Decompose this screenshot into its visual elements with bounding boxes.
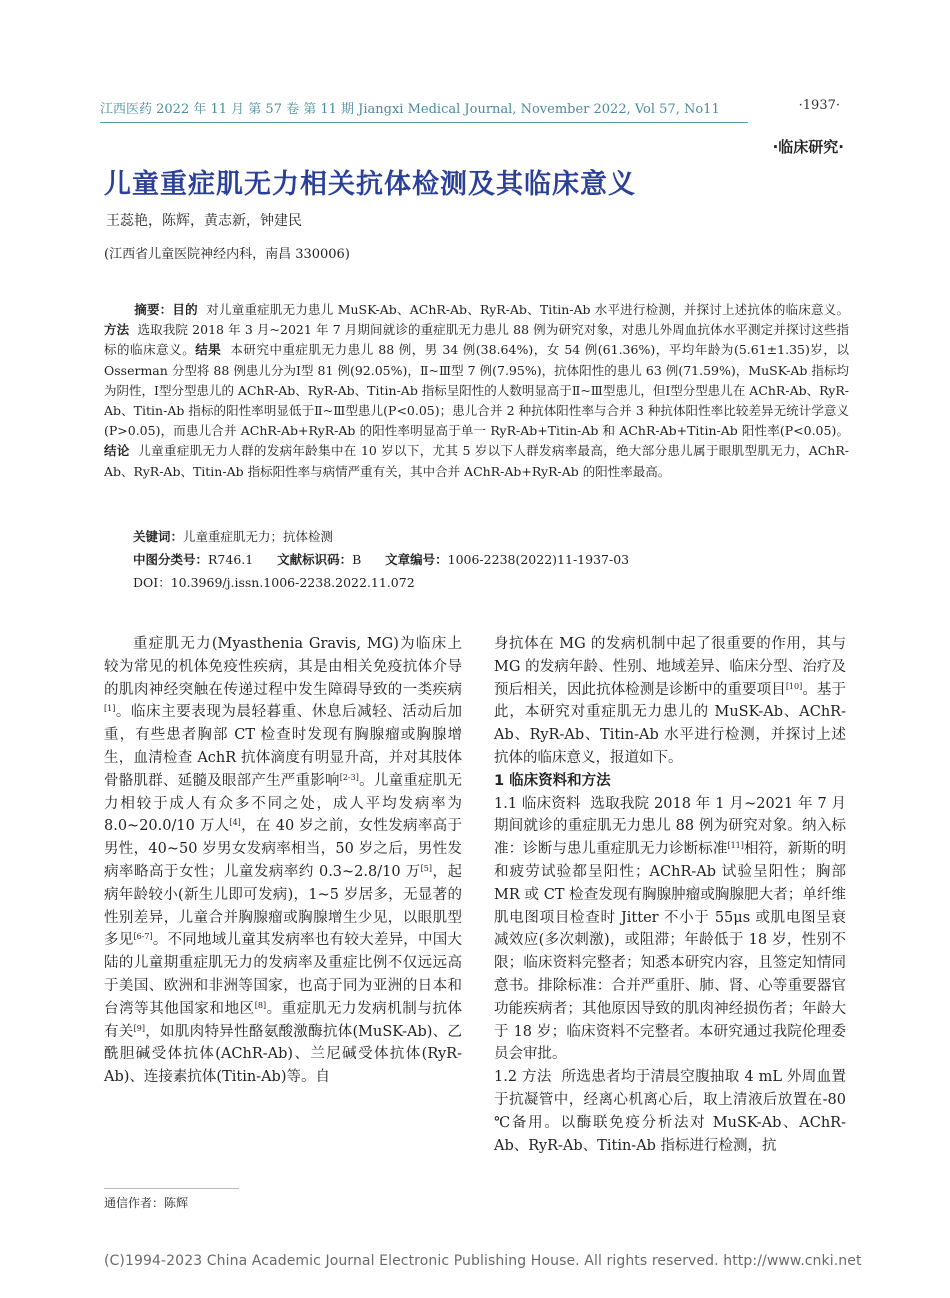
keywords-value: 儿童重症肌无力；抗体检测	[183, 529, 334, 544]
section-1-2-text: 所选患者均于清晨空腹抽取 4 mL 外周血置于抗凝管中，经离心机离心后，取上清液后放置在-80 ℃备用。以酶联免疫分析法对 MuSK-Ab、AChR-Ab、RyR-Ab、Titin-Ab 指标进行检测，抗	[494, 1069, 846, 1154]
intro-text-5: ，起病年龄较小(新生儿即可发病)，1~5 岁居多，无显著的性别差异，儿童合并胸腺瘤或胸腺增生少见，以眼肌型多见	[104, 863, 462, 949]
intro-paragraph	[104, 633, 462, 1089]
citation: [9]	[133, 1023, 145, 1033]
methods-heading: 方法	[104, 322, 130, 338]
section-1-1	[494, 793, 846, 1067]
intro-cont-text-2: 。基于此，本研究对重症肌无力患儿的 MuSK-Ab、AChR-Ab、RyR-Ab、Titin-Ab 水平进行检测，并探讨上述抗体的临床意义，报道如下。	[494, 681, 847, 766]
section-1-2	[494, 1066, 846, 1157]
intro-text-4: ，在 40 岁之前，女性发病率高于男性，40~50 岁男女发病率相当，50 岁之后，男性发病率略高于女性；儿童发病率约 0.3~2.8/10 万	[104, 818, 462, 880]
body-column-right	[494, 633, 846, 1157]
section-1-1-heading: 1.1 临床资料	[494, 795, 581, 812]
classification-line	[133, 550, 629, 568]
article-authors: 王蕊艳，陈辉，黄志新，钟建民	[106, 213, 302, 229]
section-1-1-text-2: 相符，新斯的明和疲劳试验都呈阳性；AChR-Ab 试验呈阳性；胸部 MR 或 CT 检查发现有胸腺肿瘤或胸腺肥大者；单纤维肌电图项目检查时 Jitter 不小于 55μs 或肌电图呈衰减效应(多次刺激)，或阻滞；年龄低于 18 岁，性别不限；临床资料完整者；知悉本研究内容，且签定知情同意书。排除标准：合并严重肝、肺、肾、心等重要器官功能疾病者；其他原因导致的肌肉神经损伤者；年龄大于 18 岁；临床资料不完整者。本研究通过我院伦理委员会审批。	[494, 841, 847, 1063]
intro-text-6: 。不同地域儿童其发病率也有较大差异，中国大陆的儿童期重症肌无力的发病率及重症比例不仅远远高于美国、欧洲和非洲等国家，也高于同为亚洲的日本和台湾等其他国家和地区	[104, 932, 462, 1017]
running-header	[100, 98, 840, 120]
article-no-label: 文章编号：	[385, 552, 448, 567]
article-no-value: 1006-2238(2022)11-1937-03	[447, 552, 630, 567]
citation: [5]	[420, 863, 433, 873]
clc-label: 中图分类号：	[133, 552, 209, 567]
intro-cont-text-1: 身抗体在 MG 的发病机制中起了很重要的作用，其与 MG 的发病年龄、性别、地域差异、临床分型、治疗及预后相关，因此抗体检测是诊断中的重要项目	[494, 636, 846, 698]
citation: [1]	[104, 704, 116, 714]
doc-code-label: 文献标识码：	[277, 552, 353, 567]
doc-code-value: B	[352, 552, 362, 567]
citation: [2-3]	[339, 772, 359, 782]
column-label: ·临床研究·	[772, 138, 844, 156]
citation: [6-7]	[133, 932, 153, 942]
citation: [4]	[229, 818, 241, 828]
intro-text-8: ，如肌肉特异性酪氨酸激酶抗体(MuSK-Ab)、乙酰胆碱受体抗体(AChR-Ab)、兰尼碱受体抗体(RyR-Ab)、连接素抗体(Titin-Ab)等。自	[104, 1023, 462, 1086]
keywords-label: 关键词：	[133, 529, 184, 544]
conclusion-heading: 结论	[104, 443, 130, 459]
citation: [11]	[727, 841, 744, 851]
intro-text-2: 。临床主要表现为晨轻暮重、休息后减轻、活动后加重，有些患者胸部 CT 检查时发现有胸腺瘤或胸腺增生，血清检查 AchR 抗体滴度有明显升高，并对其肢体骨骼肌群、延髓及眼部产生严重影响	[104, 704, 462, 789]
citation: [8]	[254, 1000, 267, 1010]
clc-value: R746.1	[208, 552, 254, 567]
objective-heading: 目的	[172, 302, 198, 317]
intro-text-3: 。儿童重症肌无力相较于成人有众多不同之处，成人平均发病率为 8.0~20.0/10 万人	[104, 772, 463, 835]
intro-text-7: 。重症肌无力发病机制与抗体有关	[104, 1000, 463, 1040]
intro-continuation	[494, 633, 846, 770]
footnote-divider	[104, 1188, 239, 1189]
results-text: 本研究中重症肌无力患儿 88 例，男 34 例(38.64%)，女 54 例(61.36%)，平均年龄为(5.61±1.35)岁，以 Osserman 分型将 88 例患儿分为Ⅰ型 81 例(92.05%)，Ⅱ~Ⅲ型 7 例(7.95%)，抗体阳性的患儿 63 例(71.59%)，MuSK-Ab 指标均为阴性，Ⅰ型分型患儿的 AChR-Ab、RyR-Ab、Titin-Ab 指标呈阳性的人数明显高于Ⅱ~Ⅲ型患儿，但Ⅰ型分型患儿在 AChR-Ab、RyR-Ab、Titin-Ab 指标的阳性率明显低于Ⅱ~Ⅲ型患儿(P<0.05)；患儿合并 2 种抗体阳性率与合并 3 种抗体阳性率比较差异无统计学意义(P>0.05)，而患儿合并 AChR-Ab+RyR-Ab 的阳性率明显高于单一 RyR-Ab+Titin-Ab 和 AChR-Ab+Titin-Ab 阳性率(P<0.05)。	[104, 342, 849, 439]
keywords-line	[133, 527, 333, 545]
article-affiliation: (江西省儿童医院神经内科，南昌 330006)	[104, 247, 350, 262]
section-heading-1: 1 临床资料和方法	[494, 772, 611, 789]
journal-info: 江西医药 2022 年 11 月 第 57 卷 第 11 期 Jiangxi Medical Journal, November 2022, Vol 57, No11	[100, 102, 720, 117]
citation: [10]	[785, 681, 803, 691]
intro-text-1: 重症肌无力(Myasthenia Gravis, MG)为临床上较为常见的机体免疫性疾病，其是由相关免疫抗体介导的肌肉神经突触在传递过程中发生障碍导致的一类疾病	[104, 636, 462, 698]
doi-line: DOI：10.3969/j.issn.1006-2238.2022.11.072	[133, 575, 415, 590]
conclusion-text: 儿童重症肌无力人群的发病年龄集中在 10 岁以下，尤其 5 岁以下人群发病率最高，绝大部分患儿属于眼肌型肌无力，AChR-Ab、RyR-Ab、Titin-Ab 指标阳性率与病情严重有关，其中合并 AChR-Ab+RyR-Ab 的阳性率最高。	[104, 443, 849, 479]
methods-text: 选取我院 2018 年 3 月~2021 年 7 月期间就诊的重症肌无力患儿 88 例为研究对象，对患儿外周血抗体水平测定并探讨这些指标的临床意义。	[104, 322, 849, 358]
abstract	[104, 300, 849, 482]
page-number: ·1937·	[798, 98, 840, 113]
results-heading: 结果	[195, 342, 222, 358]
section-1-2-heading: 1.2 方法	[494, 1069, 552, 1086]
article-title: 儿童重症肌无力相关抗体检测及其临床意义	[104, 169, 636, 200]
body-column-left	[104, 633, 462, 1089]
corresponding-author-note: 通信作者：陈辉	[104, 1196, 189, 1210]
abstract-label: 摘要：	[134, 302, 173, 317]
objective-text: 对儿童重症肌无力患儿 MuSK-Ab、AChR-Ab、RyR-Ab、Titin-Ab 水平进行检测，并探讨上述抗体的临床意义。	[206, 302, 849, 317]
section-1-1-text-1: 选取我院 2018 年 1 月~2021 年 7 月期间就诊的重症肌无力患儿 88 例为研究对象。纳入标准：诊断与患儿重症肌无力诊断标准	[494, 795, 847, 858]
copyright-notice: (C)1994-2023 China Academic Journal Electronic Publishing House. All rights reserved. http://www.cnki.net	[104, 1253, 862, 1269]
header-divider	[100, 122, 748, 123]
